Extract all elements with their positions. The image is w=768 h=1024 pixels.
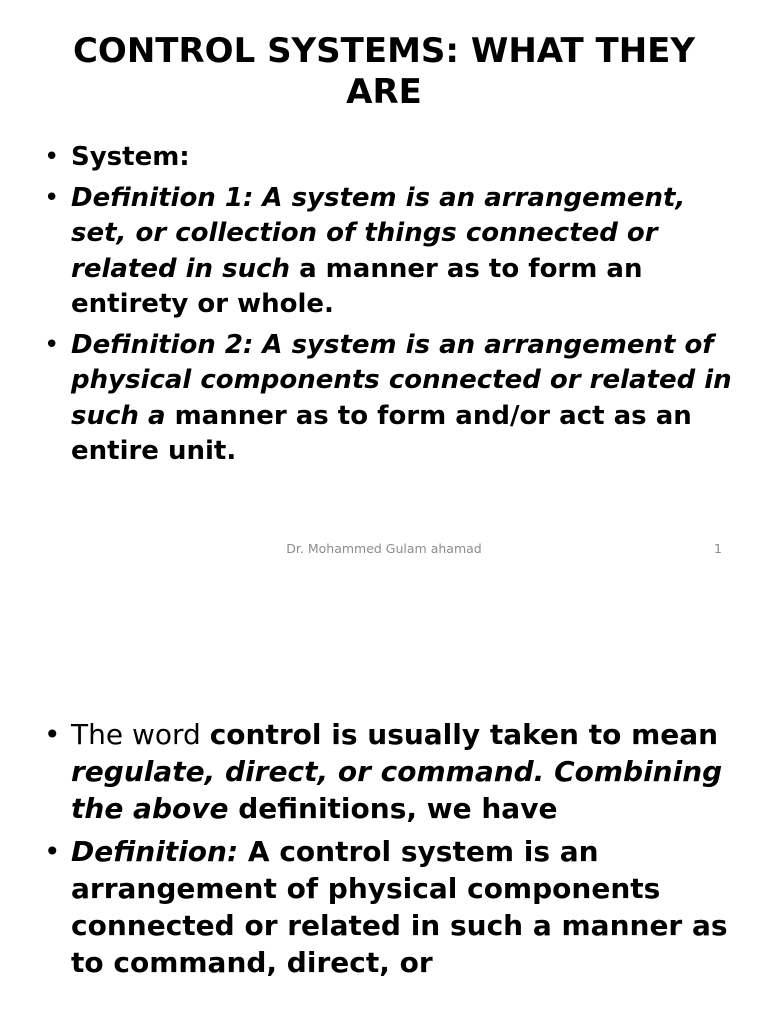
definition-1-italic: Definition 1: A system is an arrangement, set, or collection of things connected or related in such — [71, 182, 686, 284]
definition-rest: A control system is an arrangement of physical components connected or related in such a manner as to command, direct, or — [71, 835, 728, 979]
definition-italic: Definition: — [71, 835, 239, 868]
bullet-item-system — [44, 140, 734, 176]
control-word-rest: definitions, we have — [228, 792, 558, 825]
control-word-plain: The word — [71, 718, 210, 751]
bullet-list — [44, 140, 734, 475]
footer-author: Dr. Mohammed Gulam ahamad — [286, 541, 482, 556]
control-word-bold: control is usually taken to mean — [209, 718, 719, 751]
bullet-dot-icon: • — [44, 142, 60, 172]
slide-2 — [0, 572, 768, 1024]
definition-2-rest: manner as to form and/or act as an entire unit. — [71, 400, 692, 466]
bullet-list — [44, 716, 744, 987]
bullet-item-definition — [44, 833, 744, 981]
bullet-dot-icon: • — [44, 835, 61, 868]
control-word-italic: regulate, direct, or command. Combining the above — [71, 755, 723, 825]
definition-1-rest: a manner as to form an entirety or whole. — [71, 253, 643, 319]
bullet-dot-icon: • — [44, 182, 60, 213]
bullet-item-control-word — [44, 716, 744, 827]
bullet-dot-icon: • — [44, 718, 61, 751]
page-number: 1 — [714, 541, 722, 556]
bullet-item-definition-1 — [44, 181, 734, 323]
bullet-item-definition-2 — [44, 328, 734, 470]
definition-2-italic: Definition 2: A system is an arrangement of physical components connected or related in such a — [71, 329, 732, 431]
slide-title: CONTROL SYSTEMS: WHAT THEY ARE — [72, 31, 695, 112]
bullet-dot-icon: • — [44, 329, 60, 360]
bullet-text: System: — [71, 142, 190, 172]
